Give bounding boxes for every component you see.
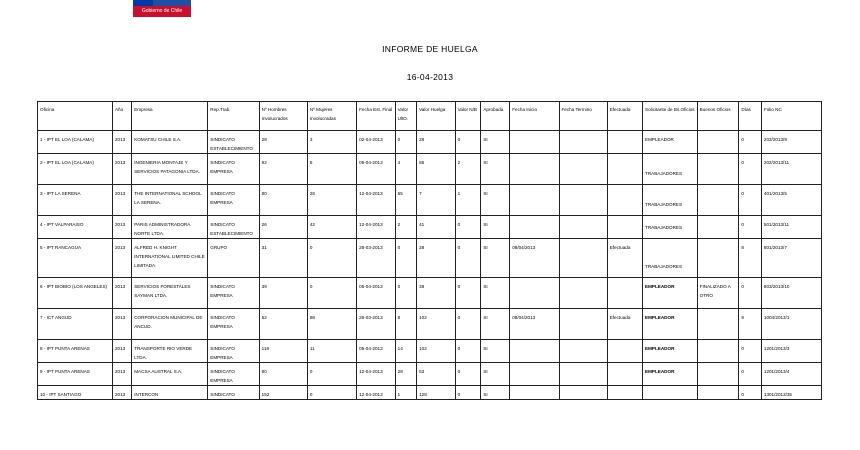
cell-oficina: 8 - IPT PUNTA ARENAS [38,340,113,363]
cell-efectuada [607,340,642,363]
cell-oficina: 2 - IPT EL LOA (CALAMA) [38,154,113,185]
cell-empresa: KOMATSU CHILE S.A. [132,131,208,154]
cell-efectuada: Efectuada [607,239,642,278]
gobierno-logo [133,0,191,17]
table-row [38,185,822,216]
cell-dias: 0 [739,278,761,309]
cell-fecha-termino [559,386,607,400]
cell-efectuada: Efectuada [607,309,642,340]
column-header-mujeres: Nº Mujeres Involucradas [307,102,356,131]
table-row [38,239,822,278]
cell-dias: 8 [739,239,761,278]
column-header-empresa: Empresa [132,102,208,131]
table-row [38,386,822,400]
cell-valor-nb: 0 [455,216,481,239]
cell-solicitante: TRABAJADORES [643,185,698,216]
cell-buenos-oficios [697,386,739,400]
cell-fecha-est-final: 05-04-2013 [357,154,396,185]
cell-hombres: 80 [259,363,307,386]
cell-rep-trab: SINDICATO ESTABLECIMIENTO [208,131,259,154]
report-date: 16-04-2013 [406,72,454,82]
cell-mujeres: 8 [307,154,356,185]
cell-aprobada: SI [481,278,510,309]
logo-text: Gobierno de Chile [133,6,191,17]
column-header-valor-ult: Valor UltO. [395,102,416,131]
cell-aprobada: SI [481,340,510,363]
cell-valor-ult: 28 [395,363,416,386]
cell-buenos-oficios [697,239,739,278]
cell-mujeres: 0 [307,239,356,278]
cell-rep-trab: SINDICATO EMPRESA [208,340,259,363]
cell-empresa: INTERCON [132,386,208,400]
cell-valor-ult: 14 [395,340,416,363]
column-header-fecha-est-final: Fecha Est. Final [357,102,396,131]
cell-folio-nc: 1004/2013/1 [761,309,821,340]
cell-fecha-inicio: 08/04/2013 [510,309,559,340]
cell-valor-huelga: 53 [417,363,456,386]
cell-hombres: 28 [259,131,307,154]
strike-report-table [37,101,822,400]
cell-valor-ult: 1 [395,386,416,400]
column-header-folio-nc: Folio NC [761,102,821,131]
cell-hombres: 118 [259,340,307,363]
cell-aprobada: SI [481,386,510,400]
cell-valor-nb: 0 [455,363,481,386]
cell-buenos-oficios [697,340,739,363]
cell-fecha-termino [559,309,607,340]
cell-anio: 2013 [112,386,131,400]
cell-fecha-est-final: 12-04-2013 [357,363,396,386]
cell-efectuada [607,154,642,185]
cell-fecha-est-final: 12-04-2013 [357,216,396,239]
cell-fecha-est-final: 12-04-2013 [357,185,396,216]
cell-empresa: TRANSPORTE RIO VERDE LTDA. [132,340,208,363]
table-row [38,131,822,154]
table-row [38,340,822,363]
cell-oficina: 3 - IPT LA SERENA [38,185,113,216]
report-title: INFORME DE HUELGA [382,44,478,54]
cell-efectuada [607,216,642,239]
cell-fecha-est-final: 28-03-2013 [357,309,396,340]
cell-mujeres: 11 [307,340,356,363]
cell-folio-nc: 202/2013/9 [761,131,821,154]
cell-solicitante [643,386,698,400]
column-header-hombres: Nº Hombres Involucrados [259,102,307,131]
cell-rep-trab: SINDICATO EMPRESA [208,154,259,185]
cell-empresa: SERVICIOS FORESTALES SAYMAN LTDA. [132,278,208,309]
cell-dias: 0 [739,216,761,239]
cell-dias: 9 [739,309,761,340]
cell-empresa: INGENIERIA MONTAJE Y SERVICIOS PATAGONIA LTDA. [132,154,208,185]
cell-oficina: 7 - ICT ANGUD [38,309,113,340]
cell-valor-huelga: 41 [417,216,456,239]
cell-solicitante: TRABAJADORES [643,216,698,239]
cell-hombres: 39 [259,278,307,309]
cell-folio-nc: 202/2013/11 [761,154,821,185]
cell-efectuada [607,278,642,309]
cell-mujeres: 0 [307,363,356,386]
cell-mujeres: 3 [307,131,356,154]
cell-anio: 2013 [112,131,131,154]
cell-anio: 2013 [112,340,131,363]
cell-dias: 0 [739,340,761,363]
column-header-valor-nb: Valor N/B [455,102,481,131]
cell-folio-nc: 1201/2013/3 [761,340,821,363]
cell-oficina: 6 - IPT BIOBIO (LOS ANGELES) [38,278,113,309]
cell-valor-ult: 2 [395,216,416,239]
cell-oficina: 5 - IPT RANCAGUA [38,239,113,278]
cell-efectuada [607,386,642,400]
cell-rep-trab: SINDICATO ESTABLECIMIENTO [208,216,259,239]
cell-valor-ult: 0 [395,239,416,278]
cell-valor-nb: 2 [455,154,481,185]
cell-fecha-inicio: 08/04/2013 [510,239,559,278]
cell-fecha-est-final: 05-04-2013 [357,278,396,309]
cell-valor-ult: 55 [395,185,416,216]
column-header-dias: Días [739,102,761,131]
cell-oficina: 9 - IPT PUNTA ARENAS [38,363,113,386]
column-header-aprobada: Aprobada [481,102,510,131]
column-header-anio: Año [112,102,131,131]
cell-anio: 2013 [112,216,131,239]
cell-dias: 0 [739,154,761,185]
column-header-efectuada: Efectuada [607,102,642,131]
cell-fecha-inicio [510,131,559,154]
cell-anio: 2013 [112,278,131,309]
cell-anio: 2013 [112,239,131,278]
column-header-rep-trab: Rep.Trab. [208,102,259,131]
cell-rep-trab: SINDICATO EMPRESA [208,309,259,340]
cell-valor-nb: 0 [455,340,481,363]
cell-folio-nc: 401/2013/5 [761,185,821,216]
table-row [38,154,822,185]
cell-oficina: 10 - IPT SANTIAGO [38,386,113,400]
cell-solicitante: TRABAJADORES [643,239,698,278]
cell-aprobada: SI [481,363,510,386]
cell-valor-huelga: 85 [417,154,456,185]
cell-buenos-oficios [697,131,739,154]
cell-fecha-termino [559,340,607,363]
cell-valor-nb: 1 [455,185,481,216]
cell-fecha-termino [559,239,607,278]
cell-empresa: ALFRED H. KNIGHT INTERNATIONAL LIMITED CHILE LIMITADA. [132,239,208,278]
cell-valor-ult: 0 [395,278,416,309]
cell-valor-nb: 0 [455,386,481,400]
cell-solicitante: EMPLEADOR [643,363,698,386]
cell-valor-nb: 0 [455,278,481,309]
cell-dias: 0 [739,131,761,154]
table-row [38,309,822,340]
cell-folio-nc: 801/2013/7 [761,239,821,278]
cell-aprobada: SI [481,185,510,216]
cell-hombres: 26 [259,216,307,239]
cell-fecha-est-final: 02-04-2013 [357,131,396,154]
cell-anio: 2013 [112,309,131,340]
cell-buenos-oficios [697,216,739,239]
cell-aprobada: SI [481,216,510,239]
cell-buenos-oficios [697,309,739,340]
cell-solicitante: TRABAJADORES [643,154,698,185]
cell-valor-ult: 0 [395,131,416,154]
cell-fecha-termino [559,363,607,386]
cell-valor-ult: 4 [395,154,416,185]
cell-hombres: 31 [259,239,307,278]
cell-hombres: 80 [259,185,307,216]
cell-hombres: 92 [259,154,307,185]
cell-folio-nc: 1201/2013/4 [761,363,821,386]
cell-solicitante: EMPLEADOR [643,309,698,340]
cell-fecha-inicio [510,340,559,363]
cell-anio: 2013 [112,363,131,386]
cell-aprobada: SI [481,154,510,185]
cell-rep-trab: SINDICATO EMPRESA [208,185,259,216]
cell-valor-huelga: 7 [417,185,456,216]
cell-oficina: 1 - IPT EL LOA (CALAMA) [38,131,113,154]
cell-solicitante: EMPLEADOR [643,340,698,363]
cell-buenos-oficios [697,185,739,216]
cell-rep-trab: SINDICATO [208,386,259,400]
cell-valor-nb: 0 [455,309,481,340]
cell-aprobada: SI [481,239,510,278]
cell-fecha-termino [559,216,607,239]
cell-valor-huelga: 38 [417,278,456,309]
cell-anio: 2013 [112,154,131,185]
cell-fecha-est-final: 28-03-2013 [357,239,396,278]
cell-folio-nc: 501/2013/11 [761,216,821,239]
cell-mujeres: 26 [307,185,356,216]
cell-efectuada [607,131,642,154]
cell-fecha-inicio [510,363,559,386]
column-header-oficina: Oficina [38,102,113,131]
cell-dias: 0 [739,185,761,216]
cell-folio-nc: 803/2013/10 [761,278,821,309]
cell-fecha-est-final: 12-04-2013 [357,386,396,400]
cell-folio-nc: 1301/2013/35 [761,386,821,400]
cell-buenos-oficios [697,363,739,386]
column-header-solicitante: Solicitante de Bs.Oficios [643,102,698,131]
cell-valor-huelga: 102 [417,309,456,340]
cell-buenos-oficios [697,154,739,185]
cell-fecha-est-final: 05-04-2013 [357,340,396,363]
cell-rep-trab: SINDICATO EMPRESA [208,363,259,386]
cell-fecha-inicio [510,278,559,309]
cell-valor-huelga: 128 [417,386,456,400]
cell-aprobada: SI [481,131,510,154]
cell-fecha-termino [559,185,607,216]
cell-valor-ult: 8 [395,309,416,340]
cell-fecha-inicio [510,216,559,239]
cell-solicitante: EMPLEADOR [643,278,698,309]
table-row [38,216,822,239]
cell-solicitante: EMPLEADOR [643,131,698,154]
table-header-row [38,102,822,131]
cell-fecha-termino [559,131,607,154]
cell-valor-huelga: 28 [417,131,456,154]
cell-fecha-inicio [510,386,559,400]
cell-mujeres: 0 [307,386,356,400]
cell-hombres: 152 [259,386,307,400]
cell-empresa: PARIS ADMINISTRADORA NORTE LTDA. [132,216,208,239]
table-row [38,363,822,386]
cell-dias: 0 [739,386,761,400]
cell-mujeres: 0 [307,278,356,309]
cell-fecha-inicio [510,154,559,185]
cell-efectuada [607,185,642,216]
cell-empresa: MACSA AUSTRAL S.A. [132,363,208,386]
cell-fecha-termino [559,154,607,185]
cell-valor-huelga: 102 [417,340,456,363]
cell-hombres: 52 [259,309,307,340]
cell-empresa: CORPORACION MUNICIPAL DE ANCUD. [132,309,208,340]
cell-valor-huelga: 28 [417,239,456,278]
cell-empresa: THE INTERNATIONAL SCHOOL LA SERENA. [132,185,208,216]
cell-fecha-termino [559,278,607,309]
column-header-fecha-inicio: Fecha Inicio [510,102,559,131]
cell-valor-nb: 0 [455,131,481,154]
column-header-buenos-oficios: Buenos Oficios [697,102,739,131]
table-row [38,278,822,309]
column-header-valor-huelga: Valor Huelga [417,102,456,131]
cell-mujeres: 98 [307,309,356,340]
column-header-fecha-termino: Fecha Termino [559,102,607,131]
cell-oficina: 4 - IPT VALPARAISO [38,216,113,239]
cell-valor-nb: 0 [455,239,481,278]
cell-rep-trab: SINDICATO EMPRESA [208,278,259,309]
cell-anio: 2013 [112,185,131,216]
cell-rep-trab: GRUPO [208,239,259,278]
cell-aprobada: SI [481,309,510,340]
cell-fecha-inicio [510,185,559,216]
cell-efectuada [607,363,642,386]
cell-mujeres: 42 [307,216,356,239]
cell-buenos-oficios: FINALIZADO A OTRO [697,278,739,309]
cell-dias: 0 [739,363,761,386]
